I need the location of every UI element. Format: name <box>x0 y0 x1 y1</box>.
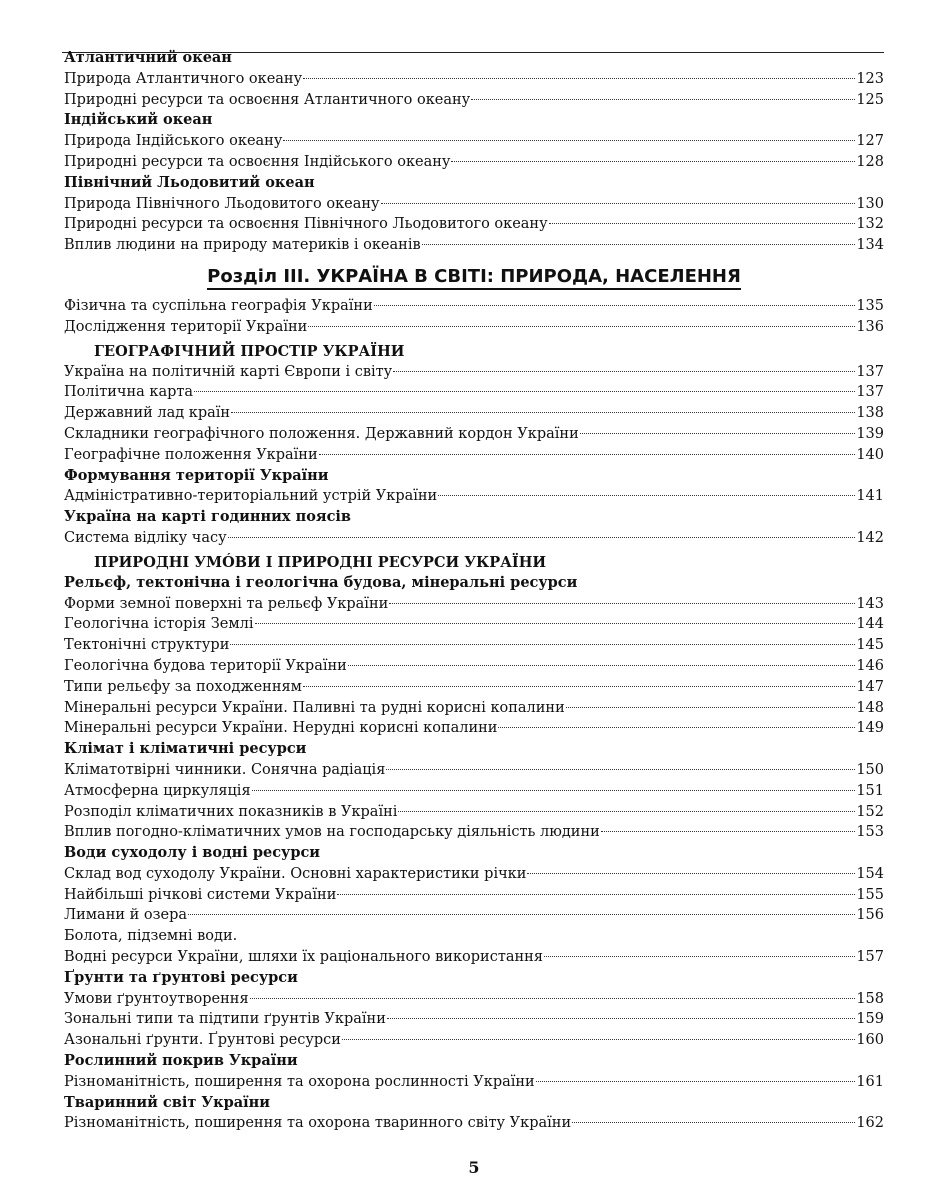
toc-entry-title: Фізична та суспільна географія України <box>64 297 373 314</box>
toc-entry-title: Природа Північного Льодовитого океану <box>64 195 380 212</box>
toc-entry-title: Зональні типи та підтипи ґрунтів України <box>64 1011 386 1028</box>
toc-page-number: 141 <box>856 488 884 505</box>
toc-entry <box>64 822 884 843</box>
toc-entry <box>64 486 884 507</box>
dot-leader <box>303 78 855 79</box>
toc-page-number: 161 <box>856 1073 884 1090</box>
toc-entry <box>64 905 884 926</box>
toc-entry <box>64 382 884 403</box>
toc-page-number: 123 <box>856 70 884 87</box>
toc-page-number: 140 <box>856 446 884 463</box>
toc-entry-title: Геологічна історія Землі <box>64 616 254 633</box>
toc-page-number: 150 <box>856 761 884 778</box>
toc-plain-line <box>64 926 884 947</box>
dot-leader <box>228 537 856 538</box>
toc-page-number: 132 <box>856 216 884 233</box>
dot-leader <box>381 203 856 204</box>
dot-leader <box>252 790 856 791</box>
toc-entry <box>64 403 884 424</box>
toc-page-number: 136 <box>856 318 884 335</box>
section-title-text: Розділ ІІІ. УКРАЇНА В СВІТІ: ПРИРОДА, НАСЕЛЕННЯ <box>207 266 741 290</box>
dot-leader <box>230 644 855 645</box>
toc-entry <box>64 718 884 739</box>
toc-page-number: 127 <box>856 133 884 150</box>
toc-heading: Формування території України <box>64 466 329 484</box>
toc-page-number: 137 <box>856 363 884 380</box>
dot-leader <box>194 391 855 392</box>
toc-entry-title: Лимани й озера <box>64 907 188 924</box>
subsection-title-geo: ГЕОГРАФІЧНИЙ ПРОСТІР УКРАЇНИ <box>94 342 405 360</box>
toc-entry-title: Вплив погодно-кліматичних умов на господарську діяльність людини <box>64 824 600 841</box>
toc-entry-title: Природні ресурси та освоєння Атлантичного океану <box>64 91 471 108</box>
toc-geo-group <box>64 362 884 549</box>
dot-leader <box>283 140 855 141</box>
toc-entry-title: Природні ресурси та освоєння Індійського океану <box>64 153 451 170</box>
dot-leader <box>549 223 856 224</box>
dot-leader <box>471 99 855 100</box>
toc-entry <box>64 656 884 677</box>
page-number: 5 <box>468 1158 480 1177</box>
toc-page-number: 137 <box>856 384 884 401</box>
toc-page-number: 151 <box>856 782 884 799</box>
toc-entry-title: Адміністративно-територіальний устрій України <box>64 488 438 505</box>
toc-entry-title: Вплив людини на природу материків і океанів <box>64 237 421 254</box>
toc-entry-title: Азональні ґрунти. Ґрунтові ресурси <box>64 1032 341 1049</box>
toc-entry-title: Умови ґрунтоутворення <box>64 990 249 1007</box>
toc-entry-title: Різноманітність, поширення та охорона рослинності України <box>64 1073 535 1090</box>
toc-entry <box>64 194 884 215</box>
toc-entry <box>64 90 884 111</box>
toc-ocean-group <box>64 48 884 256</box>
toc-page-number: 153 <box>856 824 884 841</box>
toc-entry <box>64 69 884 90</box>
toc-page-number: 146 <box>856 657 884 674</box>
dot-leader <box>231 412 855 413</box>
dot-leader <box>580 433 856 434</box>
toc-entry-title: Кліматотвірні чинники. Сонячна радіація <box>64 761 386 778</box>
dot-leader <box>387 1018 855 1019</box>
toc-heading: Україна на карті годинних поясів <box>64 508 351 526</box>
toc-page-number: 139 <box>856 425 884 442</box>
toc-entry-title: Геологічна будова території України <box>64 657 347 674</box>
dot-leader <box>308 326 855 327</box>
toc-page-number: 134 <box>856 237 884 254</box>
toc-heading: Північний Льодовитий океан <box>64 173 315 191</box>
toc-entry <box>64 528 884 549</box>
toc-entry <box>64 317 884 338</box>
toc-entry <box>64 947 884 968</box>
toc-entry <box>64 362 884 383</box>
dot-leader <box>255 623 856 624</box>
toc-entry <box>64 214 884 235</box>
dot-leader <box>319 454 856 455</box>
toc-entry <box>64 152 884 173</box>
toc-entry-title: Географічне положення України <box>64 446 318 463</box>
dot-leader <box>544 956 855 957</box>
toc-heading: Клімат і кліматичні ресурси <box>64 740 307 758</box>
toc-entry <box>64 1009 884 1030</box>
toc-entry <box>64 131 884 152</box>
toc-entry <box>64 1113 884 1134</box>
dot-leader <box>451 161 855 162</box>
toc-heading: Атлантичний океан <box>64 49 232 66</box>
toc-entry <box>64 885 884 906</box>
toc-entry-title: Тектонічні структури <box>64 637 230 654</box>
toc-page-number: 157 <box>856 949 884 966</box>
toc-page-number: 156 <box>856 907 884 924</box>
toc-entry <box>64 760 884 781</box>
toc-entry <box>64 989 884 1010</box>
toc-page <box>64 48 884 1134</box>
toc-entry <box>64 698 884 719</box>
toc-page-number: 144 <box>856 616 884 633</box>
toc-entry <box>64 296 884 317</box>
subsection-title-nature: ПРИРОДНІ УМÓВИ І ПРИРОДНІ РЕСУРСИ УКРАЇНИ <box>94 553 547 571</box>
toc-entry-title: Водні ресурси України, шляхи їх раціонального використання <box>64 949 543 966</box>
toc-entry <box>64 445 884 466</box>
toc-entry-title: Природні ресурси та освоєння Північного Льодовитого океану <box>64 216 548 233</box>
toc-entry <box>64 614 884 635</box>
dot-leader <box>348 665 855 666</box>
toc-page-number: 155 <box>856 886 884 903</box>
toc-page-number: 147 <box>856 678 884 695</box>
dot-leader <box>527 873 855 874</box>
dot-leader <box>188 914 855 915</box>
toc-heading: Води суходолу і водні ресурси <box>64 844 321 862</box>
toc-entry-title: Склад вод суходолу України. Основні характеристики річки <box>64 865 527 882</box>
toc-page-number: 138 <box>856 405 884 422</box>
toc-entry-title: Різноманітність, поширення та охорона тваринного світу України <box>64 1115 572 1132</box>
toc-entry-title: Складники географічного положення. Державний кордон України <box>64 425 579 442</box>
toc-entry-title: Форми земної поверхні та рельєф України <box>64 595 389 612</box>
toc-heading: Індійський океан <box>64 111 213 129</box>
toc-page-number: 143 <box>856 595 884 612</box>
toc-entry-title: Мінеральні ресурси України. Паливні та рудні корисні копалини <box>64 699 565 716</box>
dot-leader <box>389 603 855 604</box>
dot-leader <box>566 707 856 708</box>
toc-entry-title: Дослідження території України <box>64 318 308 335</box>
toc-heading: Рельєф, тектонічна і геологічна будова, мінеральні ресурси <box>64 573 578 591</box>
toc-heading: Тваринний світ України <box>64 1093 271 1111</box>
toc-entry <box>64 635 884 656</box>
toc-page-number: 149 <box>856 720 884 737</box>
dot-leader <box>498 727 855 728</box>
toc-entry <box>64 677 884 698</box>
toc-entry <box>64 802 884 823</box>
toc-page-number: 154 <box>856 865 884 882</box>
toc-page-number: 142 <box>856 529 884 546</box>
toc-entry-title: Природа Індійського океану <box>64 133 283 150</box>
dot-leader <box>393 371 855 372</box>
toc-entry-title: Система відліку часу <box>64 529 227 546</box>
toc-entry <box>64 235 884 256</box>
dot-leader <box>374 305 856 306</box>
toc-heading: Ґрунти та ґрунтові ресурси <box>64 968 298 986</box>
toc-entry <box>64 424 884 445</box>
toc-page-number: 148 <box>856 699 884 716</box>
dot-leader <box>601 831 856 832</box>
toc-entry-title: Мінеральні ресурси України. Нерудні корисні копалини <box>64 720 498 737</box>
toc-page-number: 158 <box>856 990 884 1007</box>
dot-leader <box>337 894 855 895</box>
toc-page-number: 145 <box>856 637 884 654</box>
toc-entry-title: Політична карта <box>64 384 194 401</box>
toc-page-number: 160 <box>856 1032 884 1049</box>
dot-leader <box>386 769 855 770</box>
toc-entry <box>64 781 884 802</box>
toc-entry <box>64 1072 884 1093</box>
dot-leader <box>438 495 855 496</box>
dot-leader <box>422 244 856 245</box>
dot-leader <box>303 686 855 687</box>
toc-entry <box>64 1030 884 1051</box>
toc-entry-title: Розподіл кліматичних показників в Україні <box>64 803 398 820</box>
toc-page-number: 152 <box>856 803 884 820</box>
toc-page-number: 125 <box>856 91 884 108</box>
toc-heading: Рослинний покрив України <box>64 1052 298 1070</box>
toc-entry-title: Атмосферна циркуляція <box>64 782 251 799</box>
toc-section1-group <box>64 296 884 338</box>
toc-entry <box>64 594 884 615</box>
toc-page-number: 162 <box>856 1115 884 1132</box>
dot-leader <box>536 1081 856 1082</box>
toc-entry-title: Типи рельєфу за походженням <box>64 678 302 695</box>
dot-leader <box>250 998 856 999</box>
toc-page-number: 130 <box>856 195 884 212</box>
dot-leader <box>572 1122 855 1123</box>
toc-entry <box>64 864 884 885</box>
toc-page-number: 128 <box>856 153 884 170</box>
toc-entry-title: Природа Атлантичного океану <box>64 70 303 87</box>
toc-page-number: 159 <box>856 1011 884 1028</box>
toc-page-number: 135 <box>856 297 884 314</box>
dot-leader <box>342 1039 855 1040</box>
toc-entry-title: Державний лад країн <box>64 405 231 422</box>
toc-entry-title: Україна на політичній карті Європи і світу <box>64 363 393 380</box>
section-title <box>64 262 884 292</box>
dot-leader <box>398 811 855 812</box>
toc-entry-title: Найбільші річкові системи України <box>64 886 337 903</box>
toc-nature-group <box>64 573 884 1135</box>
toc-entry-title: Болота, підземні води. <box>64 928 238 945</box>
